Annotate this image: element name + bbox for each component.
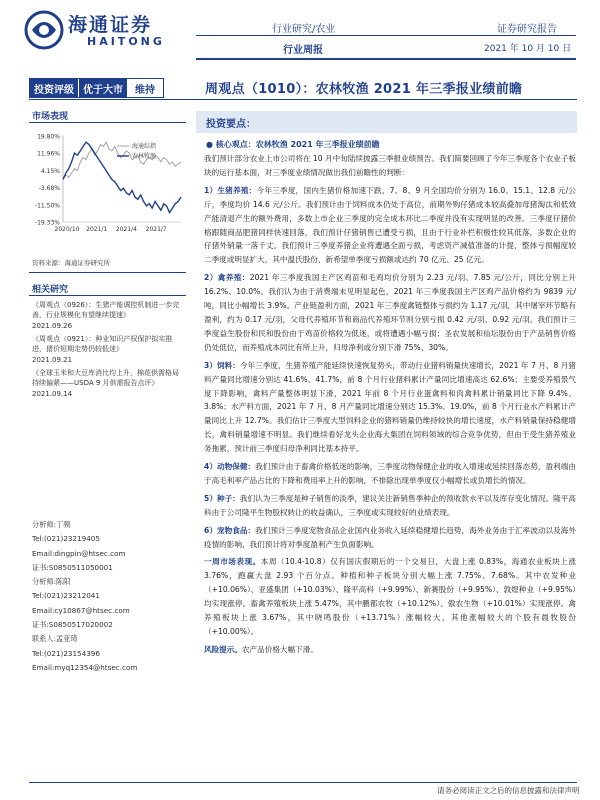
paragraph-feed xyxy=(204,359,576,456)
chart-x-tick-label: 2021/4 xyxy=(115,226,138,233)
report-category: 行业研究/农业 xyxy=(272,24,336,35)
paragraph-heading: 1）生猪养殖： xyxy=(204,185,257,195)
paragraph-heading: 6）宠物食品： xyxy=(204,525,256,535)
chart-y-tick-label: 11.96% xyxy=(37,150,60,158)
paragraph-hog xyxy=(204,184,576,267)
paragraph-text: 我们预计由于畜禽价格低迷的影响，三季度动物保健企业的收入增速或延续回落态势，盈利端由于高毛利率产品占比的下降和费用率上升的影响，不排除出现单季度仅小幅增长或负增长的情况。 xyxy=(204,462,576,485)
paragraph-text: 我们预计三季度宠物食品企业国内业务收入延续稳健增长趋势，海外业务由于汇率波动以及海外疫情的影响，我们预计将对季度盈利产生负面影响。 xyxy=(204,525,576,549)
related-item-title[interactable]: 《周观点（0921）：种业知识产权保护拟实推进，猪价短期走势仍较低迷》 xyxy=(32,335,173,353)
related-item-date: 2021.09.14 xyxy=(32,390,73,398)
market-performance-chart xyxy=(29,130,186,235)
paragraph-risk xyxy=(204,643,576,657)
chart-x-tick-label: 2021/7 xyxy=(145,226,167,233)
report-body xyxy=(204,152,576,661)
paragraph-heading: 5）种子： xyxy=(204,493,240,503)
related-research-heading: 相关研究 xyxy=(32,285,69,295)
paragraph-poultry xyxy=(204,271,576,354)
paragraph-text: 农产品价格大幅下滑。 xyxy=(241,644,318,654)
paragraph-text: 2021 年三季度我国主产区鸡苗和毛鸡均价分别为 2.23 元/羽、7.85 元/公斤，同比分别上升 16.2%、10.0%。我们认为由于消费端未见明显起色，2021 年三季度我国主产区鸡产品价格约为 9839 元/吨，同比小幅增长 3.9%。产业链盈利方面，2021 年三季度禽链整体亏损约为 1.17 元/羽，其中屠宰环节略有盈利，约为 0.17 元/羽，父母代养殖环节和商品代养殖环节则分别亏损 0.42 元/羽、0.92 元/羽。我们预计三季度益生股份和民和股份由于鸡苗价格较为低迷，或将遭遇小幅亏损；圣农发展和仙坛股份由于产品销售价格仍处低位，而养殖成本同比有所上升，归母净利或分别下滑 75%、30%。 xyxy=(204,273,576,352)
chart-legend-label: 农林牧渔 xyxy=(132,153,157,160)
header-divider xyxy=(196,35,576,36)
analyst-cert: 证书:S0850517020002 xyxy=(32,620,113,630)
related-item[interactable] xyxy=(32,368,184,399)
paragraph-seeds xyxy=(204,492,576,520)
footer-divider xyxy=(29,782,577,783)
report-title: 周观点（1010）：农林牧渔 2021 年三季报业绩前瞻 xyxy=(205,82,523,97)
report-type: 证券研究报告 xyxy=(497,24,557,35)
related-item-date: 2021.09.21 xyxy=(32,356,73,364)
related-item[interactable] xyxy=(32,300,184,331)
chart-y-tick-label: -3.68% xyxy=(38,185,60,193)
paragraph-heading: 4）动物保健： xyxy=(204,462,256,472)
source-divider xyxy=(29,272,186,273)
logo-emblem-icon xyxy=(24,8,64,52)
analyst-tel: Tel:(021)23219405 xyxy=(32,534,100,544)
chart-x-tick-label: 2020/10 xyxy=(54,226,80,233)
paragraph-animal-health xyxy=(204,460,576,488)
rating-value: 优于大市 xyxy=(78,79,127,97)
chart-x-tick-label: 2021/1 xyxy=(86,226,108,233)
core-view: ● 核心观点：农林牧渔 2021 年三季报业绩前瞻 xyxy=(206,140,380,149)
chart-series-line xyxy=(63,142,181,212)
market-performance-heading: 市场表现 xyxy=(32,112,69,122)
chart-legend-label: 海通综指 xyxy=(132,143,157,150)
paragraph-text: 今年三季度，生猪养殖产能延续快速恢复势头，带动行业猪料销量快速增长，2021 年 7 月、8 月猪料产量同比增速分别达 41.6%、41.7%，前 8 个月行业猪料累计产量同比增速高达 62.6%；主要受养殖景气度下降影响，禽料产量整体明显下滑，2021 年前 8 个月行业蛋禽料和肉禽料累计销量同比下降 9.4%、3.8%；水产料方面，2021 年 7 月、8 月产量同比增速分别达 15.3%、19.0%，前 8 个月行业水产料累计产量同比上升 12.7%。我们估计三季度大型饲料企业的猪料销量仍维持较快的增长速度，水产料销量保持稳健增长，禽料销量增速不明显。我们继续看好龙头企业海大集团在饲料领域的综合竞争优势，但由于受生猪养殖业务拖累，预计前三季度归母净利同比基本持平。 xyxy=(204,360,576,454)
logo-english-text: HAITONG xyxy=(87,35,165,48)
related-research-list xyxy=(32,300,184,402)
paragraph-text: 本周（10.4-10.8）仅有国庆假期后的一个交易日，大盘上涨 0.83%，海通农业板块上涨 3.76%，跑赢大盘 2.93 个百分点。种植和种子板块分别大幅上涨 7.75%、7.68%。其中农发种业（+10.06%）、亚盛集团（+10.03%）、隆平高科（+9.99%）、新赛股份（+9.95%）、敦煌种业（+9.95%）均实现涨停。畜禽养殖板块上涨 5.47%，其中鹏都农牧（+10.12%）、傲农生物（+10.01%）实现涨停。禽养殖板块上涨 3.67%，其中晓鸣股份（+13.71%）涨幅较大，其他涨幅较大的个股有晨牧股份（+10.00%）。 xyxy=(204,557,576,636)
related-heading-divider xyxy=(29,295,186,296)
related-item[interactable] xyxy=(32,334,184,365)
title-divider xyxy=(29,99,577,100)
analyst-name: 分析师:陈阳 xyxy=(32,577,71,587)
analyst-email[interactable]: Email:cy10867@htsec.com xyxy=(32,605,130,615)
chart-y-tick-label: -19.33% xyxy=(34,219,60,227)
contact-email[interactable]: Email:myq12354@htsec.com xyxy=(32,662,138,672)
paragraph-heading: 风险提示。 xyxy=(204,644,242,654)
chart-series-line xyxy=(63,142,181,179)
analyst-cert: 证书:S0850511050001 xyxy=(32,562,113,572)
report-date: 2021 年 10 月 10 日 xyxy=(484,44,572,54)
analyst-contacts xyxy=(32,518,184,675)
footer-disclaimer: 请务必阅读正文之后的信息披露和法律声明 xyxy=(437,786,580,795)
investment-rating xyxy=(29,78,164,98)
chart-y-tick-label: -11.50% xyxy=(34,202,60,210)
chart-y-tick-label: 4.15% xyxy=(40,167,60,175)
related-item-date: 2021.09.26 xyxy=(32,322,73,330)
chart-y-tick-label: 19.80% xyxy=(37,133,60,141)
contact-name: 联系人:孟亚琦 xyxy=(32,634,78,644)
analyst-name: 分析师:丁频 xyxy=(32,520,71,529)
header-divider-bold xyxy=(196,58,576,60)
report-subcategory: 行业周报 xyxy=(283,45,323,56)
paragraph-heading: 一周市场表现。 xyxy=(204,557,261,567)
logo-chinese-text: 海通证券 xyxy=(68,14,153,36)
rating-change: 维持 xyxy=(127,79,163,97)
analyst-tel: Tel:(021)23212041 xyxy=(32,591,100,601)
intro-paragraph: 我们预计部分农业上市公司将在 10 月中旬陆续披露三季报业绩预告。我们简要回顾了今年三季度各个农业子板块的运行基本面，对三季度业绩情况做出我们前瞻性的判断： xyxy=(204,154,576,177)
paragraph-text: 今年三季度，国内生猪价格加速下跌，7、8、9 月全国均价分别为 16.0、15.1、12.8 元/公斤，季度均价 14.6 元/公斤。我们预计由于饲料成本仍处于高位，前期外购仔猪成本较高叠加母猪淘汰和低效产能清退产生的额外费用，多数上市企业三季度的完全成本环比二季度并没有实现明显的改善。三季度仔猪价格跟随商品肥猪同样快速回落，我们预计仔猪销售已遭受亏损，且由于行业补栏积极性较其低落，多数企业的仔猪外销量一落千丈。我们预计三季度养猪企业将遭遇全面亏损，考虑资产减值准备的计提，整体亏损幅度较二季度或明显扩大，其中温氏股份、新希望单季度亏损额或达约 70 亿元、25 亿元。 xyxy=(204,185,576,265)
related-item-title[interactable]: 《周观点（0926）：生猪产能调控机制进一步完善，行业规模化有望继续提速》 xyxy=(32,301,180,319)
key-points-heading: 投资要点： xyxy=(206,119,256,130)
paragraph-heading: 3）饲料： xyxy=(204,360,240,370)
paragraph-weekly-market xyxy=(204,555,576,638)
related-item-title[interactable]: 《全球玉米和大豆库消比均上升，棉花供需格局持续偏紧——USDA 9 月供需报告点评》 xyxy=(32,369,179,387)
rating-label: 投资评级 xyxy=(30,79,78,97)
contact-tel: Tel:(021)23154396 xyxy=(32,648,100,658)
chart-source: 资料来源：海通证券研究所 xyxy=(32,259,110,267)
paragraph-text: 我们认为三季度是种子销售的淡季，建议关注新销售季种企的预收款水平以及库存变化情况。隆平高科由于公司隆平生物股权转让的收益确认，三季度或实现较好的业绩表现。 xyxy=(204,493,576,517)
market-heading-divider xyxy=(29,122,186,123)
paragraph-heading: 2）禽养殖： xyxy=(204,273,250,283)
analyst-email[interactable]: Email:dingpin@htsec.com xyxy=(32,548,126,558)
paragraph-pet-food xyxy=(204,524,576,552)
